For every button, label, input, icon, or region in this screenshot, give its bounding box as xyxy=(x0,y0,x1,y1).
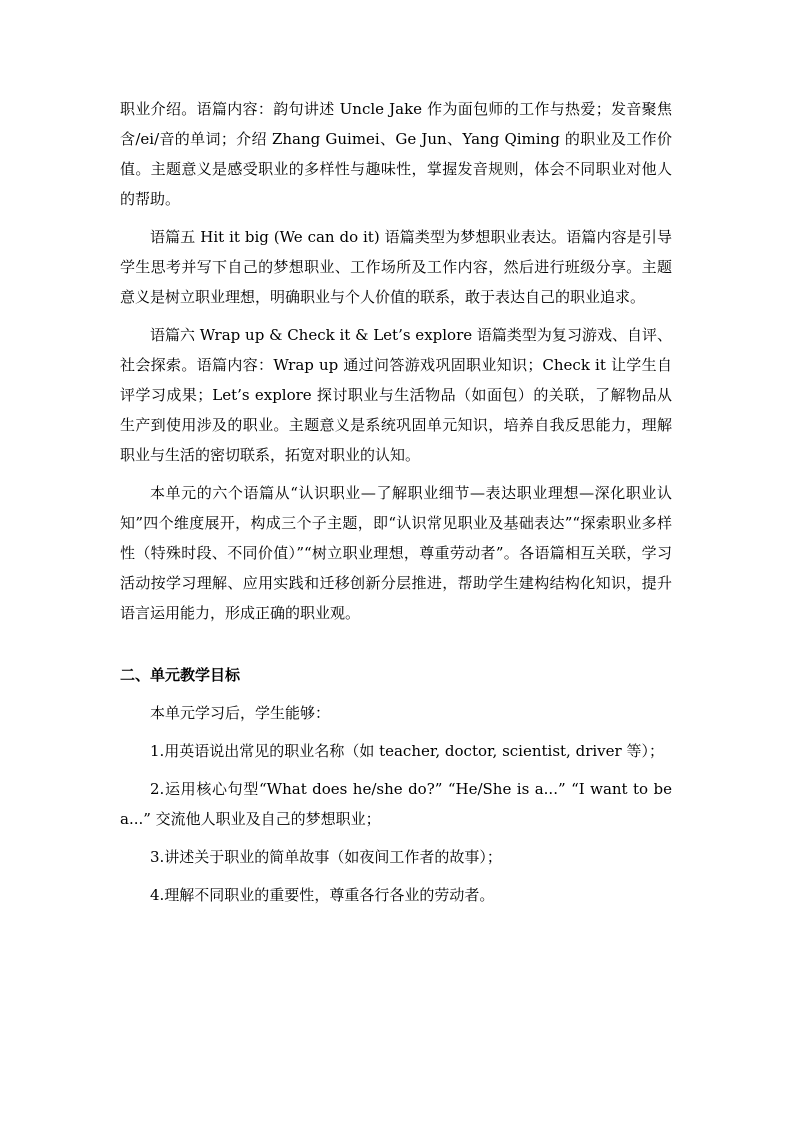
section-heading-teaching-objectives: 二、单元教学目标 xyxy=(120,666,241,684)
paragraph-text-five: 语篇五 Hit it big (We can do it) 语篇类型为梦想职业表达。语篇内容是引导学生思考并写下自己的梦想职业、工作场所及工作内容，然后进行班级分享。主题意义是树立职业理想，明确职业与个人价值的联系，敢于表达自己的职业追求。 xyxy=(120,228,672,306)
objective-item-2: 2.运用核心句型“What does he/she do?” “He/She is a...” “I want to be a...” 交流他人职业及自己的梦想职业； xyxy=(120,780,672,828)
paragraph-text-six: 语篇六 Wrap up & Check it & Let’s explore 语篇类型为复习游戏、自评、社会探索。语篇内容：Wrap up 通过问答游戏巩固职业知识；Check it 让学生自评学习成果；Let’s explore 探讨职业与生活物品（如面包）的关联，了解物品从生产到使用涉及的职业。主题意义是系统巩固单元知识，培养自我反思能力，理解职业与生活的密切联系，拓宽对职业的认知。 xyxy=(120,326,672,464)
objectives-intro: 本单元学习后，学生能够： xyxy=(150,704,331,722)
document-body xyxy=(120,94,672,910)
objective-item-1: 1.用英语说出常见的职业名称（如 teacher, doctor, scientist, driver 等）； xyxy=(150,742,664,760)
objective-item-4: 4.理解不同职业的重要性，尊重各行各业的劳动者。 xyxy=(150,886,495,904)
paragraph-unit-summary: 本单元的六个语篇从“认识职业—了解职业细节—表达职业理想—深化职业认知”四个维度展开，构成三个子主题，即“认识常见职业及基础表达”“探索职业多样性（特殊时段、不同价值）”“树立职业理想，尊重劳动者”。各语篇相互关联，学习活动按学习理解、应用实践和迁移创新分层推进，帮助学生建构结构化知识，提升语言运用能力，形成正确的职业观。 xyxy=(120,484,672,622)
paragraph-unit-intro-continued: 职业介绍。语篇内容：韵句讲述 Uncle Jake 作为面包师的工作与热爱；发音聚焦含/ei/音的单词；介绍 Zhang Guimei、Ge Jun、Yang Qiming 的职业及工作价值。主题意义是感受职业的多样性与趣味性，掌握发音规则，体会不同职业对他人的帮助。 xyxy=(120,100,672,208)
objective-item-3: 3.讲述关于职业的简单故事（如夜间工作者的故事）； xyxy=(150,848,502,866)
